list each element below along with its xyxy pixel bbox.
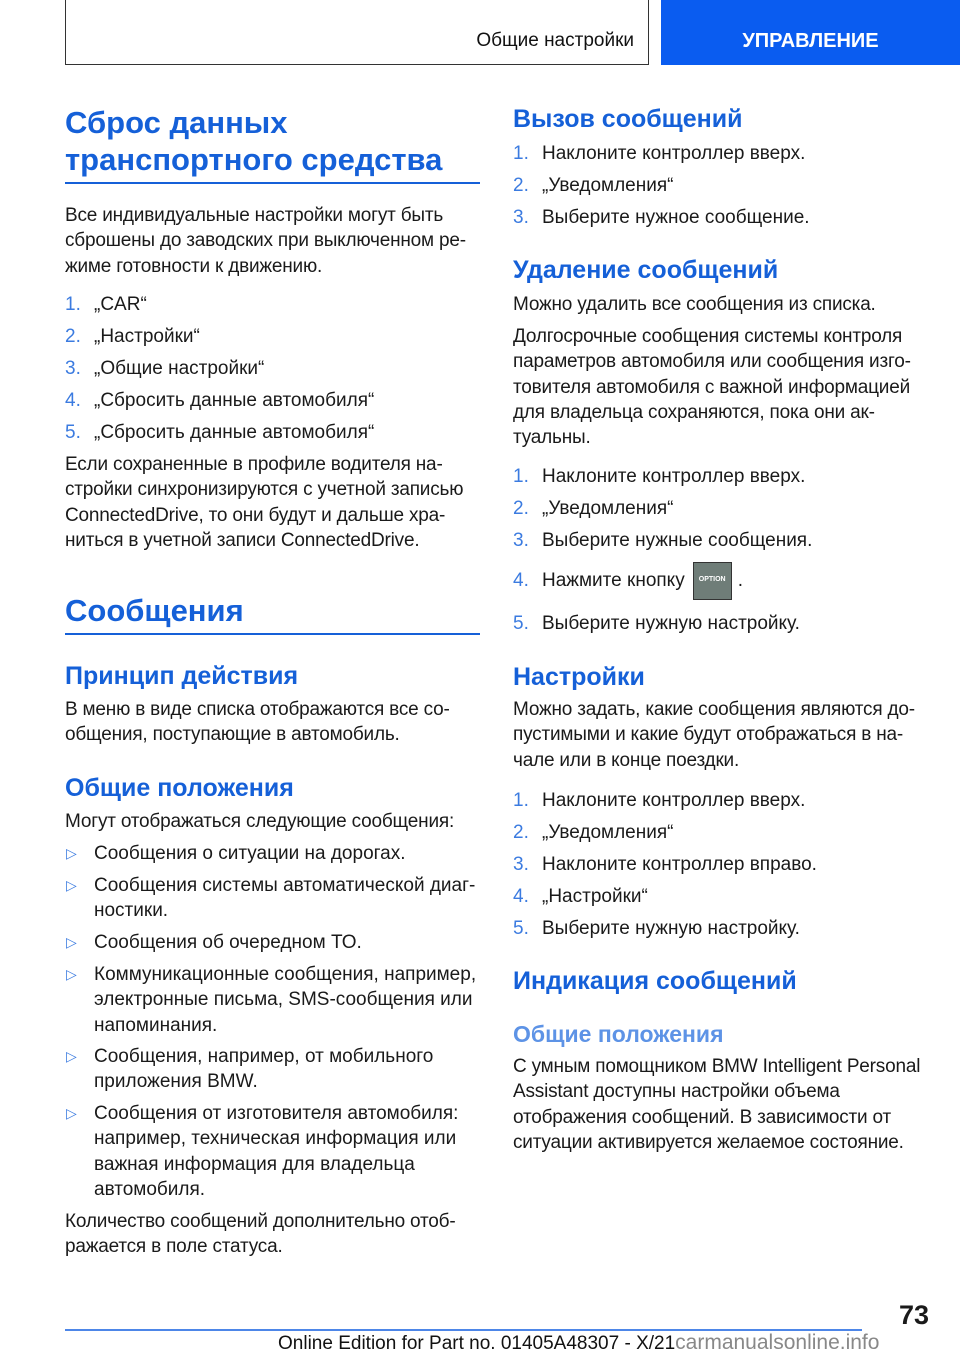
list-item: 2. „Настройки“ [65,326,200,347]
list-item: 2. „Уведомления“ [513,822,674,843]
delete-heading: Удаление сообщений [513,256,779,284]
reset-intro: Все индивидуальные настройки могут быть сброшены до заводских при выключенном режиме готовности к движению. [65,205,467,277]
list-item: 4. „Настройки“ [513,886,648,907]
list-item: 5. Выберите нужную настройку. [513,918,800,939]
bullet-item: ▷ Коммуникационные сообщения, например, электронные письма, SMS-сообщения или напоминания. [66,964,477,1036]
edition-text: Online Edition for Part no. 01405A48307 - X/21 [278,1333,676,1354]
list-item: 3. Наклоните контроллер вправо. [513,854,817,875]
list-item: 1. Наклоните контроллер вверх. [513,143,806,164]
indication-subheading: Общие положения [513,1021,724,1047]
bullet-item: ▷ Сообщения о ситуации на дорогах. [66,843,406,864]
list-item: 2. „Уведомления“ [513,175,674,196]
general-text: Могут отображаться следующие сообщения: [65,811,455,832]
reset-note: Если сохраненные в профиле водителя настройки синхронизируются с учетной записью ConnectedDrive, то они будут и дальше храниться в учетной записи ConnectedDrive. [65,454,464,551]
list-item: 5. Выберите нужную настройку. [513,613,800,634]
page-number: 73 [898,1300,929,1330]
list-item: 1. Наклоните контроллер вверх. [513,790,806,811]
principle-heading: Принцип действия [65,662,299,690]
delete-text-long: Долгосрочные сообщения системы контроля параметров автомобиля или сообщения изготовителя автомобиля с важной информацией для владельца сохраняются, пока они актуальны. [513,326,911,449]
count-note: Количество сообщений дополнительно отображается в поле статуса. [65,1211,456,1258]
indication-text: С умным помощником BMW Intelligent Personal Assistant доступны настройки объема отображения сообщений. В зависимости от ситуации активируется желаемое состояние. [513,1056,921,1153]
messages-heading: Сообщения [65,592,480,635]
list-item: 1. Наклоните контроллер вверх. [513,466,806,487]
general-heading: Общие положения [65,774,294,802]
list-item: 1. „CAR“ [65,294,147,315]
bullet-item: ▷ Сообщения об очередном ТО. [66,932,362,953]
bullet-item: ▷ Сообщения от изготовителя автомобиля: например, техническая информация или важная информация для владельца автомобиля. [66,1103,459,1200]
list-item: 5. „Сбросить данные автомобиля“ [65,422,375,443]
bullet-item: ▷ Сообщения системы автоматической диагностики. [66,875,476,922]
call-heading: Вызов сообщений [513,105,743,133]
settings-heading: Настройки [513,663,645,691]
chapter-label: УПРАВЛЕНИЕ [742,30,879,52]
footer [278,1331,879,1355]
list-item: 3. Выберите нужное сообщение. [513,207,810,228]
list-item: 4. Нажмите кнопку OPTION . [513,562,743,600]
list-item: 3. Выберите нужные сообщения. [513,530,813,551]
list-item: 3. „Общие настройки“ [65,358,265,379]
principle-text: В меню в виде списка отображаются все сообщения, поступающие в автомобиль. [65,699,450,746]
section-title: Общие настройки [476,30,634,51]
chapter-tab[interactable] [661,0,960,65]
reset-heading: Сброс данных транспортного средства [65,104,480,184]
delete-text: Можно удалить все сообщения из списка. [513,294,876,315]
bullet-item: ▷ Сообщения, например, от мобильного приложения BMW. [66,1046,434,1093]
list-item: 2. „Уведомления“ [513,498,674,519]
indication-heading: Индикация сообщений [513,967,797,995]
header-box [65,0,649,65]
list-item: 4. „Сбросить данные автомобиля“ [65,390,375,411]
option-button-icon: OPTION [693,562,732,600]
settings-text: Можно задать, какие сообщения являются допустимыми и какие будут отображаться в начале или в конце поездки. [513,699,916,771]
watermark: carmanualsonline.info [675,1331,880,1354]
